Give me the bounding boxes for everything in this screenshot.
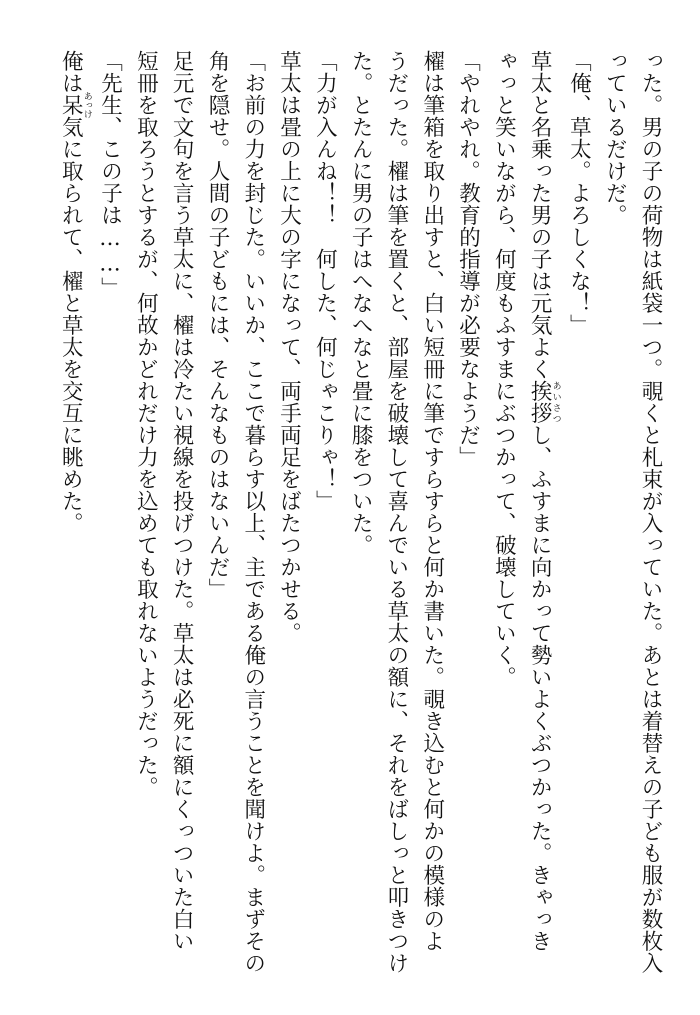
text-line-13: 角を隠せ。人間の子どもには、そんなものはないんだ」	[204, 50, 230, 600]
text-line-9: た。とたんに男の子はへなへなと畳に膝をついた。	[348, 50, 374, 556]
text-line-2: っているだけだ。	[602, 50, 628, 226]
text-line-3: 「俺、草太。よろしくな！」	[566, 50, 592, 336]
text-line-1: った。男の子の荷物は紙袋一つ。覗くと札束が入っていた。あとは着替えの子ども服が数枚入	[638, 50, 663, 974]
text-line-17-tail: 気に取られて、櫂と草太を交互に眺めた。	[58, 116, 84, 534]
text-line-10: 「力が入んね！！ 何した、何じゃこりゃ！」	[312, 50, 338, 512]
ruby-akke: 呆あっけ	[58, 91, 92, 119]
text-line-4-tail: し、ふすまに向かって勢いよくぶつかった。きゃっき	[527, 424, 553, 952]
text-line-17-head: 俺は	[58, 50, 84, 94]
text-line-6: 「やれやれ。教育的指導が必要なようだ」	[455, 50, 481, 468]
text-line-4-head: 草太と名乗った男の子は元気よく	[527, 50, 553, 380]
text-line-11: 草太は畳の上に大の字になって、両手両足をばたつかせる。	[276, 50, 302, 644]
text-line-14: 足元で文句を言う草太に、櫂は冷たい視線を投げつけた。草太は必死に額にくっついた白い	[169, 50, 195, 952]
ruby-aisatsu: 挨拶あいさつ	[527, 380, 561, 424]
vertical-text-body	[52, 50, 668, 990]
text-line-8: うだった。櫂は筆を置くと、部屋を破壊して喜んでいる草太の額に、それをばしっと叩きつけ	[383, 50, 409, 974]
text-line-17	[52, 50, 91, 990]
text-line-5: ゃっと笑いながら、何度もふすまにぶつかって、破壊していく。	[491, 50, 517, 688]
text-line-15: 短冊を取ろうとするが、何故かどれだけ力を込めても取れないようだった。	[133, 50, 159, 798]
text-line-4	[521, 50, 560, 990]
text-line-7: 櫂は筆箱を取り出すと、白い短冊に筆ですらすらと何か書いた。覗き込むと何かの模様のよ	[419, 50, 445, 952]
text-line-16: 「先生、この子は……」	[97, 50, 123, 299]
text-line-12: 「お前の力を封じた。いいか、ここで暮らす以上、主である俺の言うことを聞けよ。まずその	[240, 50, 266, 974]
